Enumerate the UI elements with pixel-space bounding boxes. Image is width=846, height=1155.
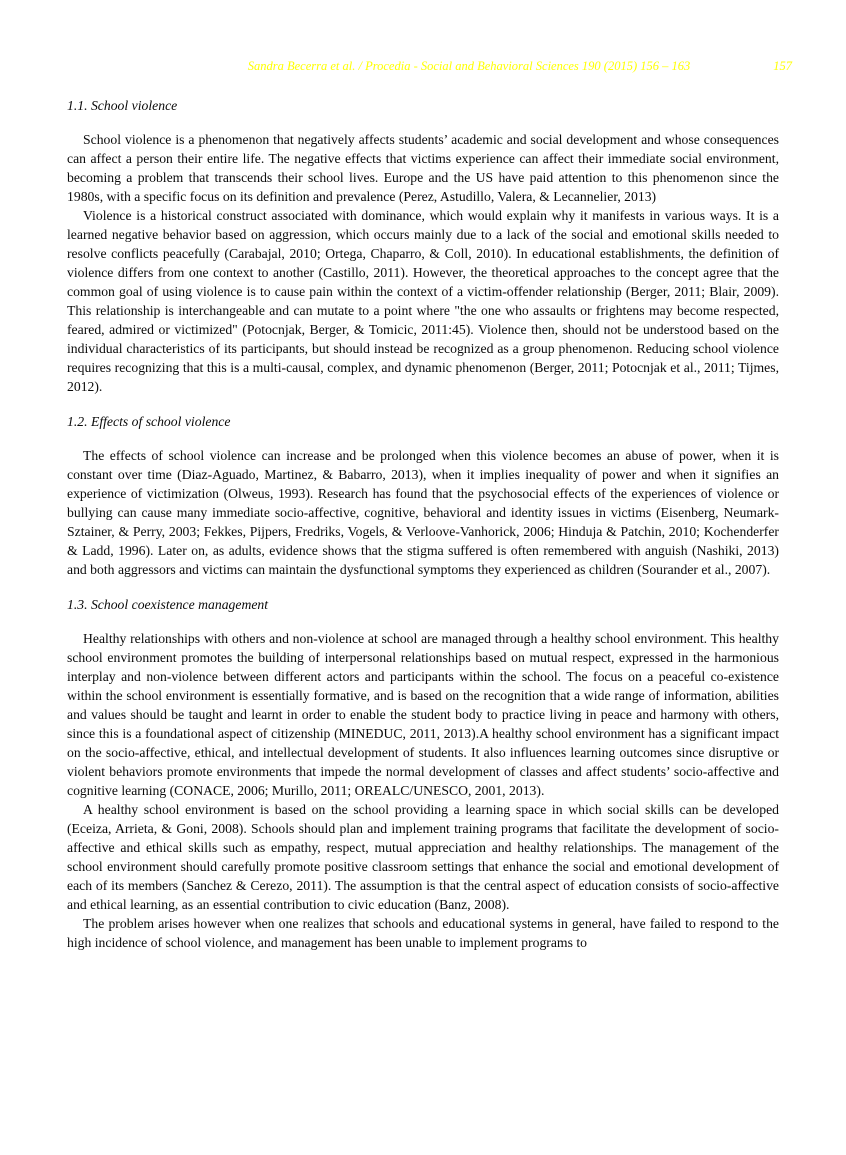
section-heading-1-1: 1.1. School violence: [67, 98, 178, 113]
page-number: 157: [773, 59, 792, 73]
paragraph: Healthy relationships with others and non-violence at school are managed through a healthy school environment. This healthy school environment promotes the building of interpersonal relationships based on mutual respect, expressed in the harmonious interplay and non-violence between different actors and participants within the school. The focus on a peaceful co-existence within the school environment is essentially formative, and is based on the recognition that a wide range of information, abilities and values should be taught and learnt in order to enable the student body to practice living in peace and harmony with others, since this is a foundational aspect of citizenship (MINEDUC, 2011, 2013).A healthy school environment has a significant impact on the socio-affective, ethical, and intellectual development of students. It also influences learning outcomes since disruptive or violent behaviors promote environments that impede the normal development of classes and affect students’ socio-affective and cognitive learning (CONACE, 2006; Murillo, 2011; OREALC/UNESCO, 2001, 2013).: [67, 631, 779, 798]
paragraph: School violence is a phenomenon that negatively affects students’ academic and social development and whose consequences can affect a person their entire life. The negative effects that victims experience can affect their immediate social environment, becoming a problem that transcends their school lives. Europe and the US have paid attention to this phenomenon since the 1980s, with a specific focus on its definition and prevalence (Perez, Astudillo, Valera, & Lecannelier, 2013): [67, 132, 779, 204]
article-body: [67, 96, 779, 952]
paragraph: A healthy school environment is based on the school providing a learning space in which social skills can be developed (Eceiza, Arrieta, & Goni, 2008). Schools should plan and implement training programs that facilitate the development of socio-affective and ethical skills such as empathy, respect, mutual appreciation and healthy relationships. The management of the school environment should carefully promote positive classroom settings that enhance the social and emotional development of each of its members (Sanchez & Cerezo, 2011). The assumption is that the central aspect of education consists of socio-affective and ethical learning, as an essential contribution to civic education (Banz, 2008).: [67, 802, 779, 912]
paragraph: The problem arises however when one realizes that schools and educational systems in general, have failed to respond to the high incidence of school violence, and management has been unable to implement programs to: [67, 916, 779, 950]
running-head: Sandra Becerra et al. / Procedia - Social and Behavioral Sciences 190 (2015) 156 – 163: [247, 59, 691, 73]
section-heading-1-3: 1.3. School coexistence management: [67, 597, 269, 612]
section-heading-1-2: 1.2. Effects of school violence: [67, 414, 231, 429]
paragraph: The effects of school violence can increase and be prolonged when this violence becomes an abuse of power, when it is constant over time (Diaz-Aguado, Martinez, & Babarro, 2013), when it implies inequality of power and when it signifies an experience of victimization (Olweus, 1993). Research has found that the psychosocial effects of the experiences of violence or bullying can cause many immediate socio-affective, cognitive, behavioral and identity issues in victims (Eisenberg, Neumark-Sztainer, & Perry, 2003; Fekkes, Pijpers, Fredriks, Vogels, & Verloove-Vanhorick, 2006; Hinduja & Patchin, 2010; Kochenderfer & Ladd, 1996). Later on, as adults, evidence shows that the stigma suffered is often remembered with anguish (Nashiki, 2013) and both aggressors and victims can maintain the dysfunctional symptoms they experienced as children (Sourander et al., 2007).: [67, 448, 779, 577]
paragraph: Violence is a historical construct associated with dominance, which would explain why it manifests in various ways. It is a learned negative behavior based on aggression, which occurs mainly due to a lack of the social and emotional skills needed to resolve conflicts peacefully (Carabajal, 2010; Ortega, Chaparro, & Coll, 2010). In educational establishments, the definition of violence differs from one context to another (Castillo, 2011). However, the theoretical approaches to the concept agree that the common goal of using violence is to cause pain within the context of a victim-offender relationship (Berger, 2011; Blair, 2009). This relationship is interchangeable and can mutate to a point where "the one who assaults or frightens may become respected, feared, admired or victimized" (Potocnjak, Berger, & Tomicic, 2011:45). Violence then, should not be understood based on the individual characteristics of its participants, but should instead be recognized as a group phenomenon. Reducing school violence requires recognizing that this is a multi-causal, complex, and dynamic phenomenon (Berger, 2011; Potocnjak et al., 2011; Tijmes, 2012).: [67, 208, 779, 394]
